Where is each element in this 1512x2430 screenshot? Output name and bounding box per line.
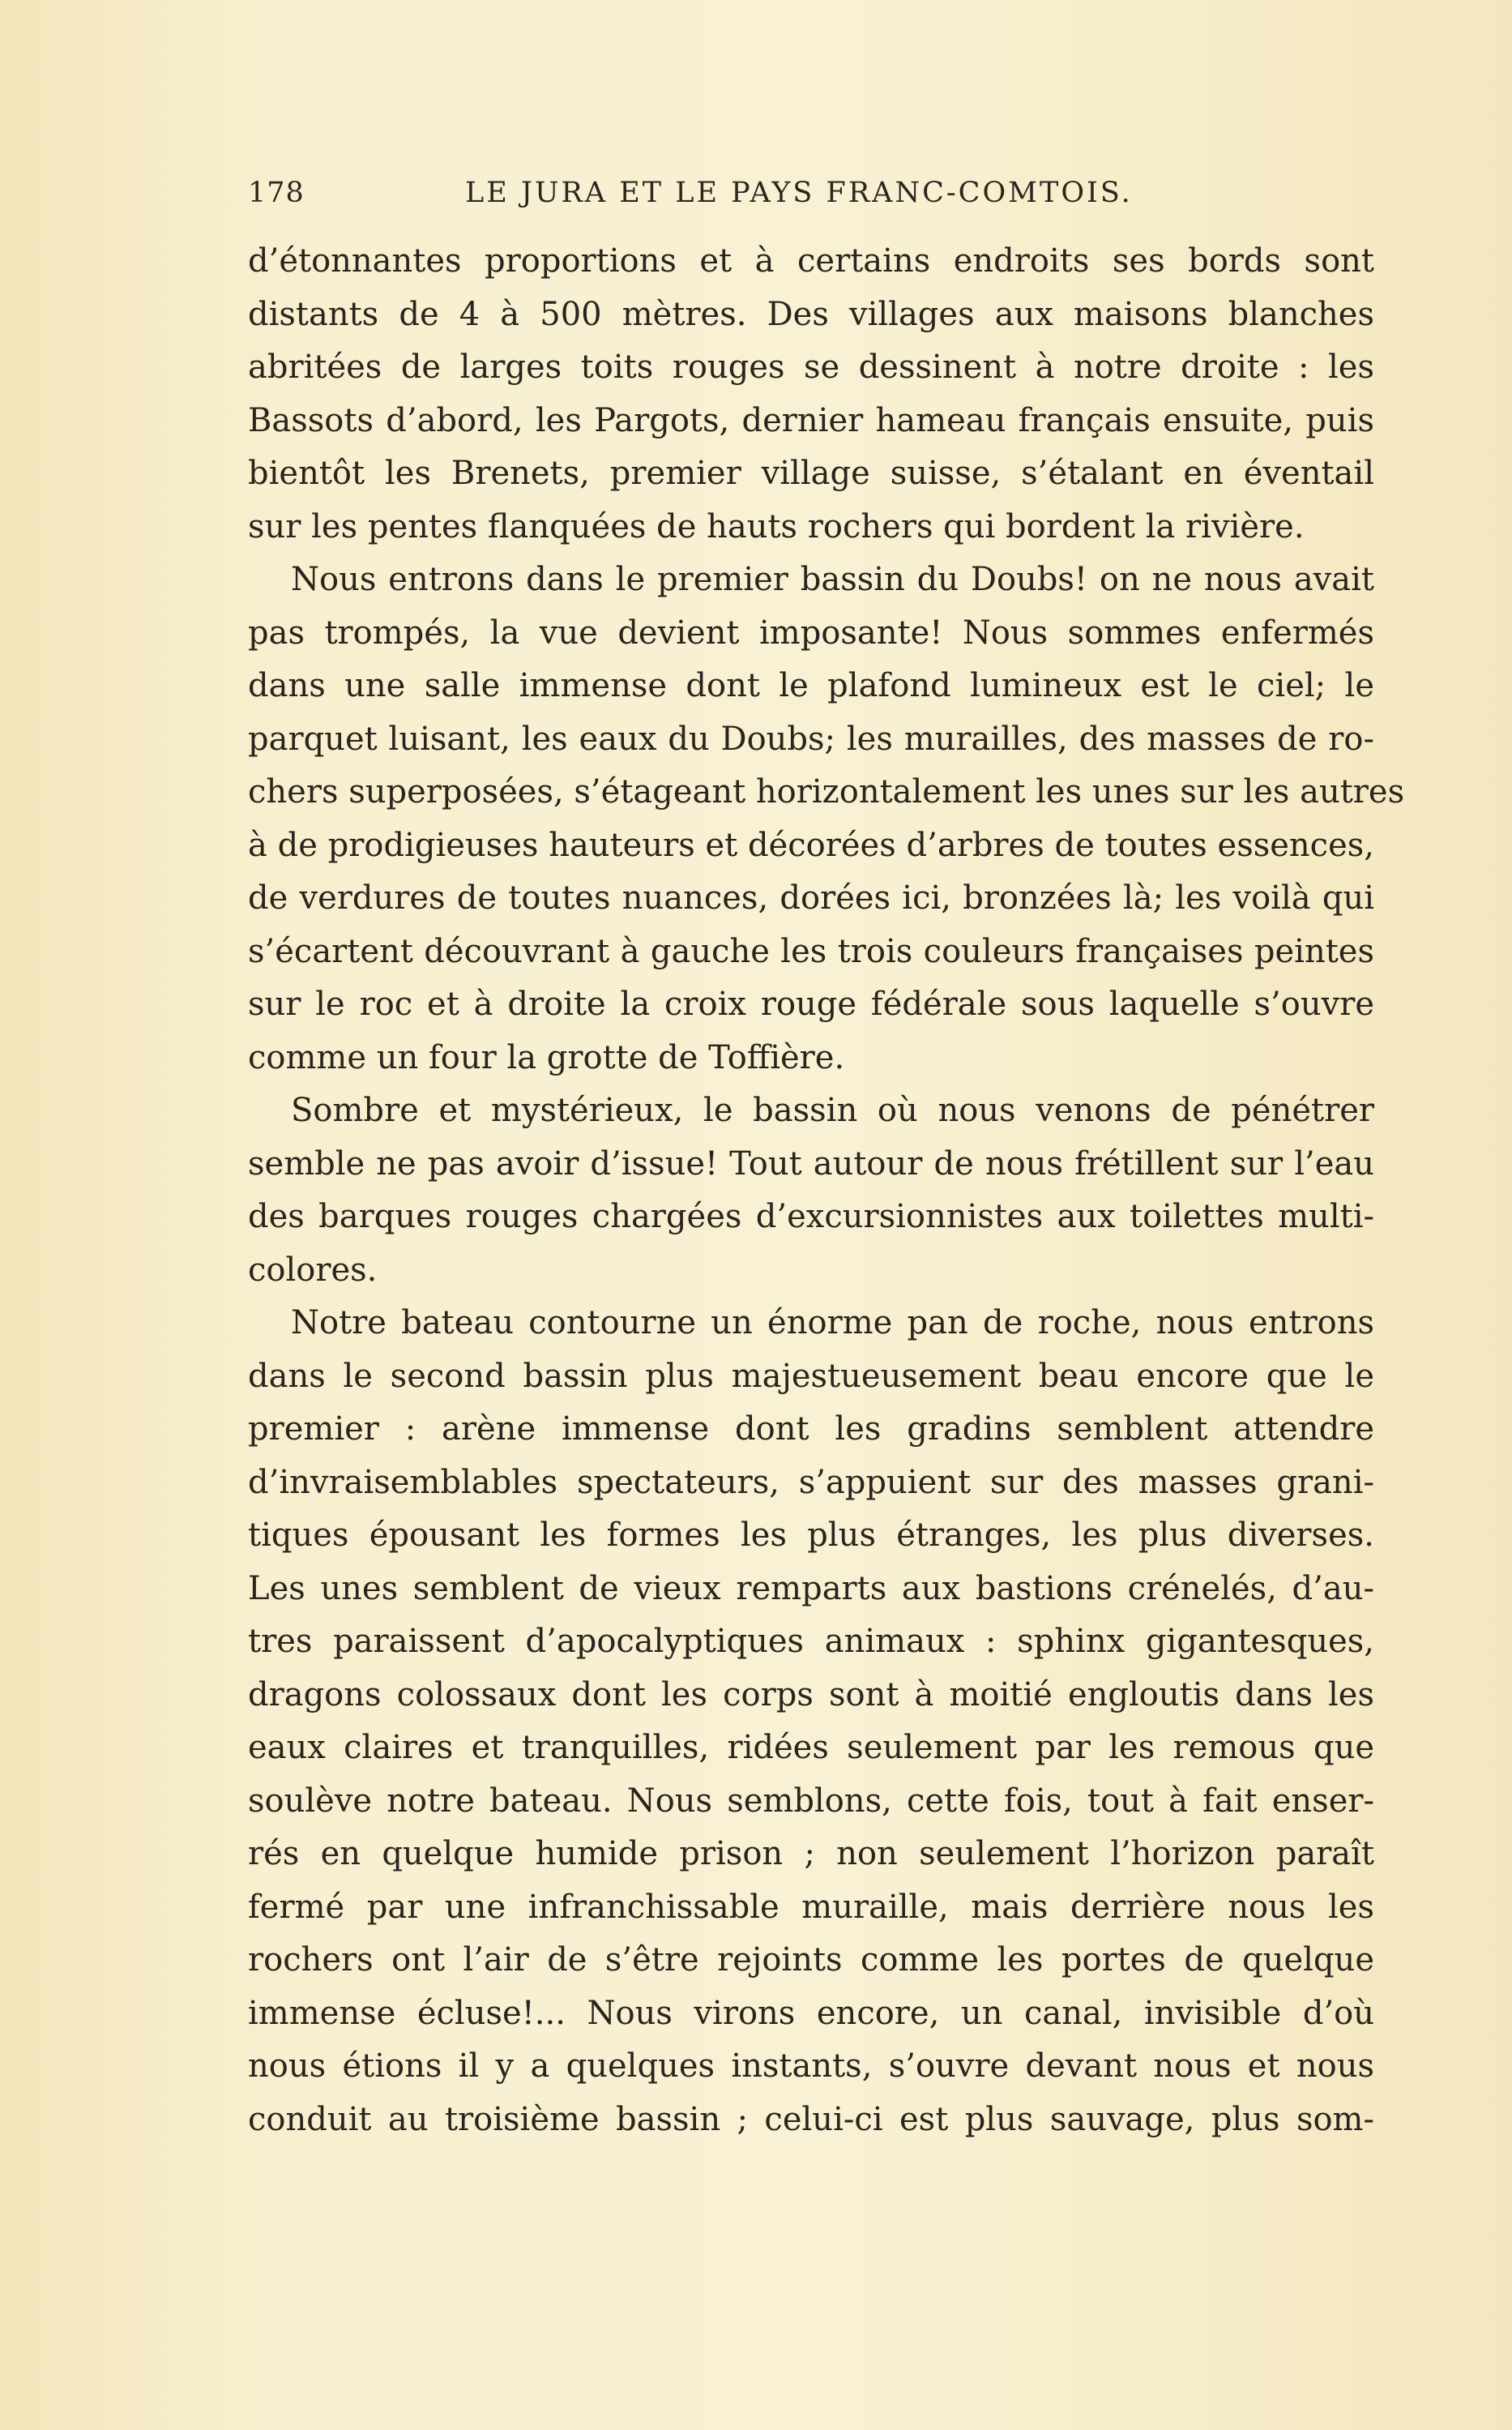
text-line: dragons colossaux dont les corps sont à moitié engloutis dans les [248,1675,1374,1713]
text-line: rés en quelque humide prison ; non seulement l’horizon paraît [248,1835,1374,1872]
text-line: conduit au troisième bassin ; celui-ci est plus sauvage, plus som- [248,2100,1374,2138]
page-number: 178 [248,177,305,209]
text-line: distants de 4 à 500 mètres. Des villages aux maisons blanches [248,295,1374,333]
running-title: LE JURA ET LE PAYS FRANC-COMTOIS. [465,177,1133,209]
text-line: d’invraisemblables spectateurs, s’appuient sur des masses grani- [248,1463,1374,1501]
text-line: dans une salle immense dont le plafond lumineux est le ciel; le [248,667,1374,704]
text-line: Notre bateau contourne un énorme pan de roche, nous entrons [291,1304,1374,1341]
text-line: eaux claires et tranquilles, ridées seulement par les remous que [248,1729,1374,1766]
text-line: des barques rouges chargées d’excursionnistes aux toilettes multi- [248,1198,1374,1235]
text-line: Nous entrons dans le premier bassin du Doubs! on ne nous avait [291,561,1374,598]
text-line: semble ne pas avoir d’issue! Tout autour de nous frétillent sur l’eau [248,1144,1374,1183]
text-line: fermé par une infranchissable muraille, mais derrière nous les [248,1888,1374,1926]
text-line: chers superposées, s’étageant horizontalement les unes sur les autres [248,773,1405,811]
text-line: soulève notre bateau. Nous semblons, cette fois, tout à fait enser- [248,1782,1374,1820]
text-line: de verdures de toutes nuances, dorées ici, bronzées là; les voilà qui [248,879,1374,917]
paragraph [248,1085,1374,1297]
text-line: à de prodigieuses hauteurs et décorées d’arbres de toutes essences, [248,826,1374,864]
text-line: immense écluse!... Nous virons encore, un canal, invisible d’où [248,1994,1374,2032]
text-line: Sombre et mystérieux, le bassin où nous venons de pénétrer [291,1092,1374,1129]
text-line: sur les pentes flanquées de hauts rochers qui bordent la rivière. [248,507,1305,545]
text-line: bientôt les Brenets, premier village suisse, s’étalant en éventail [248,455,1374,492]
text-line: abritées de larges toits rouges se dessinent à notre droite : les [248,349,1374,386]
text-line: rochers ont l’air de s’être rejoints comme les portes de quelque [248,1941,1374,1979]
text-line: dans le second bassin plus majestueusement beau encore que le [248,1357,1374,1395]
text-line: sur le roc et à droite la croix rouge fédérale sous laquelle s’ouvre [248,986,1374,1023]
text-line: d’étonnantes proportions et à certains endroits ses bords sont [248,242,1374,280]
text-line: s’écartent découvrant à gauche les trois couleurs françaises peintes [248,932,1374,970]
text-line: comme un four la grotte de Toffière. [248,1038,845,1076]
text-line: parquet luisant, les eaux du Doubs; les murailles, des masses de ro- [248,720,1374,758]
paragraph [248,554,1405,1085]
text-line: tres paraissent d’apocalyptiques animaux : sphinx gigantesques, [248,1623,1374,1660]
text-line: tiques épousant les formes les plus étranges, les plus diverses. [248,1517,1374,1554]
body-text [248,235,1405,2146]
text-line: nous étions il y a quelques instants, s’ouvre devant nous et nous [248,2047,1374,2085]
page-header [248,177,1366,225]
text-line: premier : arène immense dont les gradins semblent attendre [248,1410,1374,1448]
text-line: Bassots d’abord, les Pargots, dernier hameau français ensuite, puis [248,401,1374,439]
paragraph [248,235,1374,554]
text-line: pas trompés, la vue devient imposante! Nous sommes enfermés [248,614,1374,652]
paragraph [248,1297,1374,2146]
text-line: Les unes semblent de vieux remparts aux bastions crénelés, d’au- [248,1569,1374,1607]
text-line: colores. [248,1251,378,1289]
